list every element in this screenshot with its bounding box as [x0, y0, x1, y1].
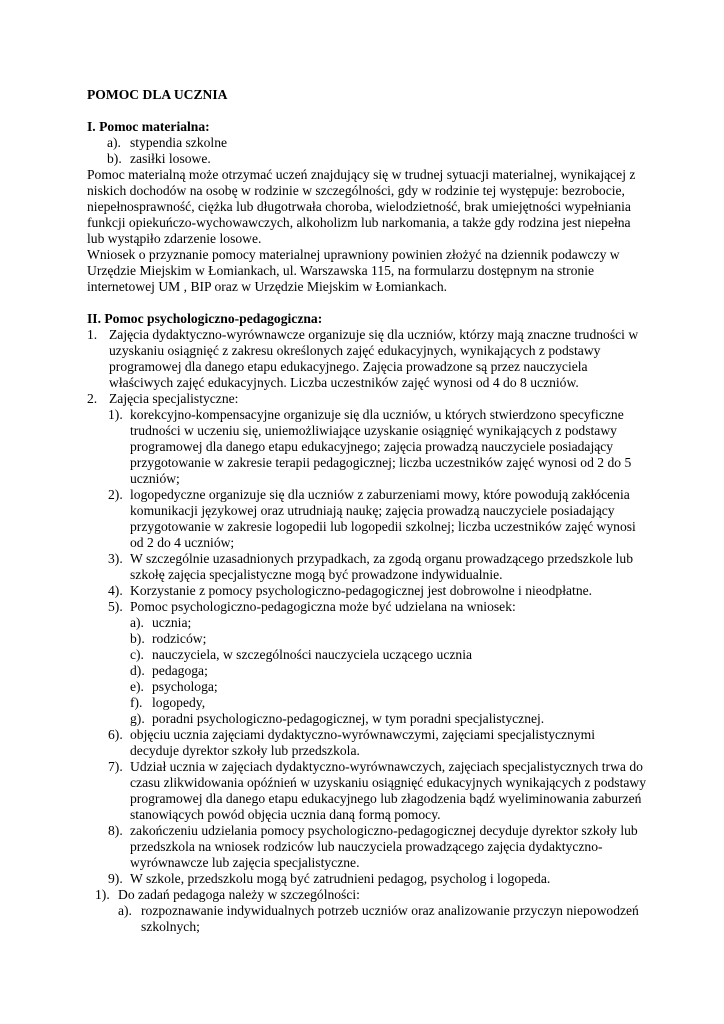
paragraph-line: szkołę zajęcia specjalistyczne mogą być prowadzone indywidualnie.: [130, 567, 503, 582]
list-item: pedagoga;: [152, 663, 208, 678]
paragraph-line: W szczególnie uzasadnionych przypadkach, za zgodą organu prowadzącego przedszkole lub: [130, 551, 634, 566]
paragraph-line: programowej dla danego etapu edukacyjnego. Zajęcia prowadzone są przez nauczyciela: [109, 359, 588, 374]
paragraph-line: programowej dla danego etapu edukacyjnego lub złagodzenia bądź wyeliminowania zaburzeń: [130, 791, 642, 806]
section-2-heading: II. Pomoc psychologiczno-pedagogiczna:: [87, 311, 323, 326]
paragraph-line: uczniów;: [130, 471, 180, 486]
paragraph-line: wyrównawcze lub zajęcia specjalistyczne.: [130, 855, 360, 870]
list-item: nauczyciela, w szczególności nauczyciela uczącego ucznia: [152, 647, 473, 662]
paragraph-line: logopedyczne organizuje się dla uczniów z zaburzeniami mowy, które powodują zakłócenia: [130, 487, 630, 502]
list-marker: f).: [130, 695, 143, 710]
paragraph-line: rozpoznawanie indywidualnych potrzeb uczniów oraz analizowanie przyczyn niepowodzeń: [141, 903, 639, 918]
list-marker: e).: [130, 679, 144, 694]
list-item: rodziców;: [152, 631, 207, 646]
section-1-heading: I. Pomoc materialna:: [87, 119, 210, 134]
paragraph-line: właściwych zajęć edukacyjnych. Liczba uczestników zajęć wynosi od 4 do 8 uczniów.: [109, 375, 579, 390]
list-marker: b).: [107, 151, 122, 166]
list-item: Do zadań pedagoga należy w szczególności:: [118, 887, 360, 902]
list-marker: 4).: [108, 583, 123, 598]
paragraph-line: Zajęcia dydaktyczno-wyrównawcze organizuje się dla uczniów, którzy mają znaczne trudności w: [109, 327, 639, 342]
document-title: POMOC DLA UCZNIA: [87, 87, 228, 102]
list-item: logopedy,: [152, 695, 206, 710]
list-marker: c).: [130, 647, 144, 662]
list-item: psychologa;: [152, 679, 218, 694]
paragraph-line: czasu zlikwidowania opóźnień w uzyskaniu osiągnięć edukacyjnych wynikających z podstawy: [130, 775, 647, 790]
paragraph-line: Korzystanie z pomocy psychologiczno-pedagogicznej jest dobrowolne i nieodpłatne.: [130, 583, 593, 598]
paragraph-line: przedszkola na wniosek rodziców lub nauczyciela prowadzącego zajęcia dydaktyczno-: [130, 839, 603, 854]
list-marker: a).: [107, 135, 121, 150]
paragraph-line: stanowiących powód objęcia ucznia daną formą pomocy.: [130, 807, 441, 822]
paragraph-line: przygotowanie w zakresie logopedii lub logopedii szkolnej; liczba uczestników zajęć wynosi: [130, 519, 636, 534]
list-marker: 1.: [87, 327, 98, 342]
paragraph-line: korekcyjno-kompensacyjne organizuje się dla uczniów, u których stwierdzono specyficzne: [130, 407, 624, 422]
list-marker: b).: [130, 631, 145, 646]
paragraph-line: niskich dochodów na osobę w rodzinie w szczególności, gdy w rodzinie tej występuje: bezrobocie,: [87, 183, 625, 198]
list-marker: 7).: [108, 759, 123, 774]
paragraph-line: programowej dla danego etapu edukacyjnego; zajęcia prowadzą nauczyciele posiadający: [130, 439, 614, 454]
paragraph-line: Udział ucznia w zajęciach dydaktyczno-wyrównawczych, zajęciach specjalistycznych trwa do: [130, 759, 643, 774]
paragraph-line: Wniosek o przyznanie pomocy materialnej uprawniony powinien złożyć na dziennik podawczy w: [87, 247, 620, 262]
list-marker: 5).: [108, 599, 123, 614]
paragraph-line: Pomoc materialną może otrzymać uczeń znajdujący się w trudnej sytuacji materialnej, wynikającej z: [87, 167, 636, 182]
list-item: stypendia szkolne: [130, 135, 228, 150]
list-item: zasiłki losowe.: [130, 151, 211, 166]
paragraph-line: funkcji opiekuńczo-wychowawczych, alkoholizm lub narkomania, a także gdy rodzina jest niepełna: [87, 215, 631, 230]
list-item: ucznia;: [152, 615, 192, 630]
list-marker: 2.: [87, 391, 98, 406]
list-marker: 3).: [108, 551, 123, 566]
list-marker: g).: [130, 711, 145, 726]
list-marker: 1).: [108, 407, 123, 422]
paragraph-line: lub wystąpiło zdarzenie losowe.: [87, 231, 262, 246]
paragraph-line: W szkole, przedszkolu mogą być zatrudnieni pedagog, psycholog i logopeda.: [130, 871, 551, 886]
paragraph-line: Pomoc psychologiczno-pedagogiczna może być udzielana na wniosek:: [130, 599, 516, 614]
paragraph-line: internetowej UM , BIP oraz w Urzędzie Miejskim w Łomiankach.: [87, 279, 448, 294]
list-marker: 1).: [95, 887, 110, 902]
list-marker: a).: [130, 615, 144, 630]
list-marker: 8).: [108, 823, 123, 838]
paragraph-line: objęciu ucznia zajęciami dydaktyczno-wyrównawczymi, zajęciami specjalistycznymi: [130, 727, 596, 742]
paragraph-line: przygotowanie w zakresie terapii pedagogicznej; liczba uczestników zajęć wynosi od 2 do 5: [130, 455, 632, 470]
paragraph-line: niepełnosprawność, ciężka lub długotrwała choroba, wielodzietność, brak umiejętności wypełniania: [87, 199, 631, 214]
paragraph-line: komunikacji językowej oraz utrudniają naukę; zajęcia prowadzą nauczyciele posiadający: [130, 503, 615, 518]
list-marker: d).: [130, 663, 145, 678]
list-item: poradni psychologiczno-pedagogicznej, w tym poradni specjalistycznej.: [152, 711, 545, 726]
list-marker: 2).: [108, 487, 123, 502]
paragraph-line: trudności w uczeniu się, uniemożliwiające uzyskanie osiągnięć wynikających z podstawy: [130, 423, 617, 438]
paragraph-line: zakończeniu udzielania pomocy psychologiczno-pedagogicznej decyduje dyrektor szkoły lub: [130, 823, 638, 838]
paragraph-line: od 2 do 4 uczniów;: [130, 535, 235, 550]
list-marker: 9).: [108, 871, 123, 886]
paragraph-line: uzyskaniu osiągnięć z zakresu określonych zajęć edukacyjnych, wynikających z podstawy: [109, 343, 601, 358]
list-marker: a).: [118, 903, 132, 918]
paragraph-line: Urzędzie Miejskim w Łomiankach, ul. Warszawska 115, na formularzu dostępnym na stronie: [87, 263, 595, 278]
list-marker: 6).: [108, 727, 123, 742]
paragraph-line: decyduje dyrektor szkoły lub przedszkola.: [130, 743, 360, 758]
list-item: Zajęcia specjalistyczne:: [109, 391, 239, 406]
paragraph-line: szkolnych;: [141, 919, 200, 934]
